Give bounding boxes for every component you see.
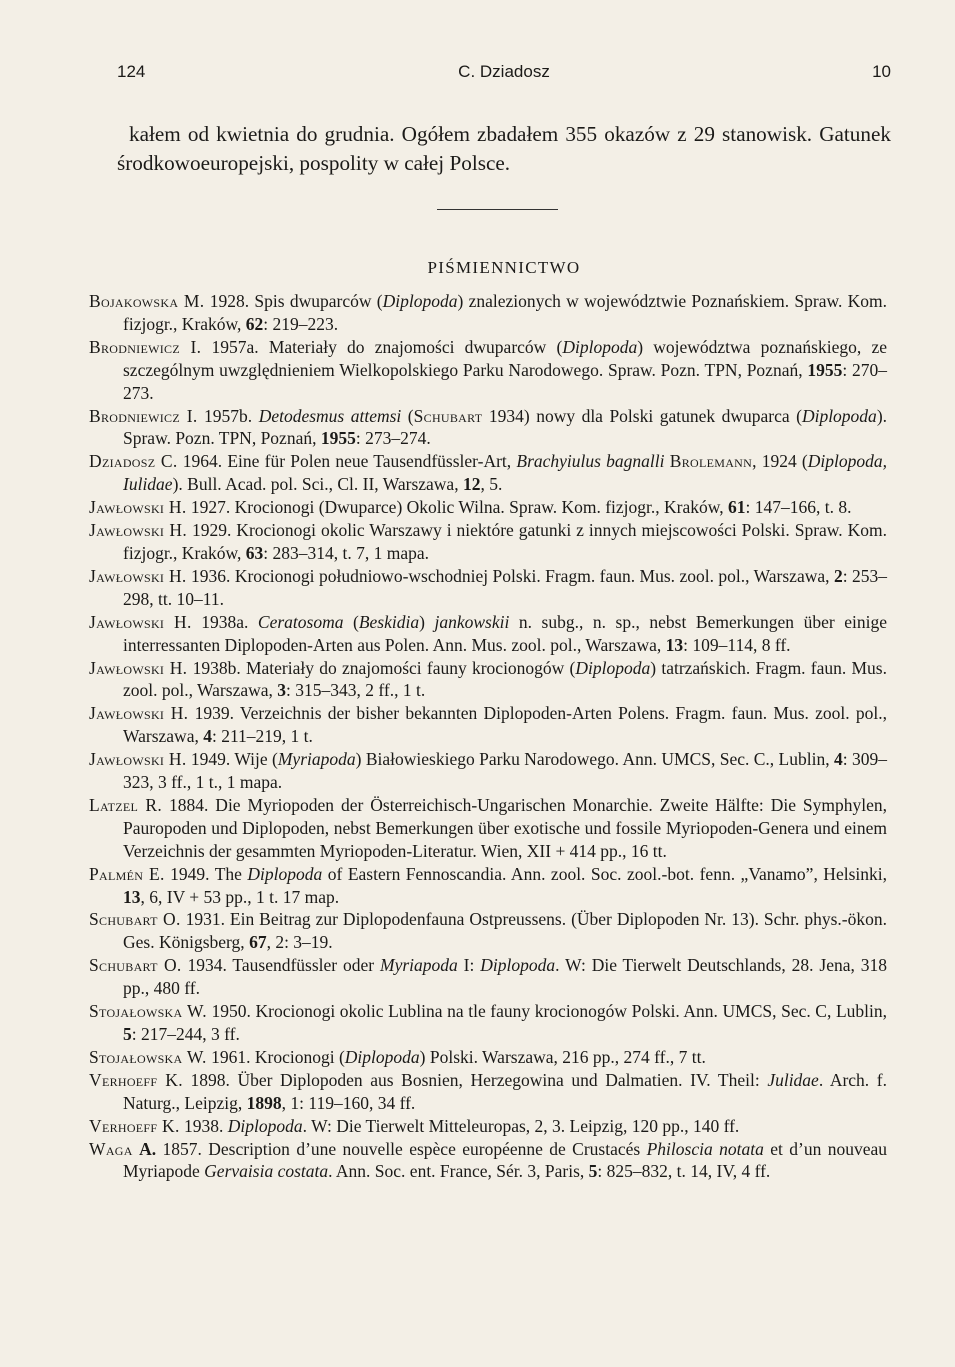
reference-text: I: [457, 955, 481, 976]
reference-author: Brodniewicz I. [89, 336, 202, 357]
reference-list [89, 290, 887, 1183]
reference-text: 1934) nowy dla Polski gatunek dwuparca ( [482, 405, 802, 426]
reference-text: 1928. Spis dwuparców ( [204, 291, 383, 311]
reference-author: Jawłowski H. [89, 497, 187, 518]
reference-author: Bojakowska M. [89, 291, 205, 311]
reference-entry [89, 496, 887, 519]
reference-text: ). Bull. Acad. pol. Sci., Cl. II, Warszawa, [172, 474, 463, 495]
reference-author: Schubart O. [89, 955, 182, 976]
italic-term: Diplopoda [801, 405, 877, 426]
body-paragraph: kałem od kwietnia do grudnia. Ogółem zbadałem 355 okazów z 29 stanowisk. Gatunek środkowoeuropejski, pospolity w całej Polsce. [117, 122, 891, 175]
reference-text: ) [419, 611, 435, 632]
reference-author: Jawłowski H. [89, 657, 188, 678]
reference-entry [89, 336, 887, 405]
issue-number: 10 [872, 62, 891, 81]
volume-number: 63 [245, 542, 264, 563]
reference-text: : 109–114, 8 ff. [683, 634, 791, 655]
reference-author: Schubart [413, 405, 483, 426]
reference-entry [89, 1069, 887, 1115]
italic-term: Detodesmus attemsi [258, 405, 402, 426]
reference-text: . Ann. Soc. ent. France, Sér. 3, Paris, [328, 1161, 589, 1182]
reference-text: : 315–343, 2 ff., 1 t. [286, 680, 426, 701]
italic-term: Diplopoda [382, 291, 458, 311]
reference-author: Jawłowski H. [89, 703, 189, 724]
reference-text: , 1924 ( [752, 451, 808, 472]
volume-number: 62 [245, 313, 264, 334]
reference-text: 1961. Krocionogi ( [206, 1046, 345, 1067]
reference-author: Brolemann [669, 451, 753, 472]
reference-text: : 825–832, t. 14, IV, 4 ff. [597, 1161, 771, 1182]
reference-text: : 283–314, t. 7, 1 mapa. [263, 542, 430, 563]
reference-text: et d’un nouveau Myriapode [123, 1138, 887, 1182]
reference-text: 1938. [179, 1115, 228, 1136]
reference-text: : 273–274. [355, 428, 431, 449]
italic-term: Julidae [767, 1069, 819, 1090]
reference-text: : 309–323, 3 ff., 1 t., 1 mapa. [123, 749, 887, 793]
reference-author: Verhoeff K. [89, 1069, 183, 1090]
reference-text: 1857. Description d’une nouvelle espèce européenne de Crustacés [156, 1138, 647, 1159]
volume-number: A. [139, 1138, 157, 1159]
reference-text: : 147–166, t. 8. [745, 497, 852, 518]
italic-term: Diplopoda [562, 336, 638, 357]
reference-author: Jawłowski H. [89, 565, 187, 586]
reference-text: 1884. Die Myriopoden der Österreichisch-Ungarischen Monarchie. Zweite Hälfte: Die Symphylen, Pauropoden und Diplopoden, nebst Bemerkungen über exotische und fossile Myriopoden-Genera und einem Verzeichnis der gesammten Myriopoden-Literatur. Wien, XII + 414 pp., 16 tt. [123, 794, 888, 861]
reference-entry [89, 657, 887, 703]
reference-entry [89, 954, 887, 1000]
reference-text: 1957a. Materiały do znajomości dwuparców ( [201, 336, 563, 357]
reference-entry [89, 1115, 887, 1138]
reference-text: . W: Die Tierwelt Deutschlands, 28. Jena, 318 pp., 480 ff. [123, 955, 887, 999]
reference-author: Latzel R. [89, 794, 163, 815]
reference-text: : 219–223. [263, 313, 339, 334]
reference-text: 1957b. [197, 405, 259, 426]
reference-entry [89, 1000, 887, 1046]
reference-text: 1938b. Materiały do znajomości fauny krocionogów ( [187, 657, 576, 678]
body-text [117, 120, 891, 178]
reference-entry [89, 1046, 887, 1069]
italic-term: jankowskii [434, 611, 510, 632]
reference-entry [89, 290, 887, 336]
reference-text: ) Białowieskiego Parku Narodowego. Ann. UMCS, Sec. C., Lublin, [355, 749, 834, 770]
reference-entry [89, 405, 887, 451]
reference-text: ) tatrzańskich. Fragm. faun. Mus. zool. pol., Warszawa, [123, 657, 887, 701]
reference-text: , 1: 119–160, 34 ff. [281, 1092, 416, 1113]
italic-term: Diplopoda [480, 955, 556, 976]
reference-author: Jawłowski H. [89, 611, 192, 632]
volume-number: 5 [123, 1024, 132, 1044]
volume-number: 3 [277, 680, 287, 701]
volume-number: 1955 [320, 428, 356, 449]
running-author: C. Dziadosz [458, 62, 550, 81]
volume-number: 1898 [246, 1092, 282, 1113]
volume-number: 1955 [807, 359, 843, 380]
reference-text: 1927. Krocionogi (Dwuparce) Okolic Wilna. Spraw. Kom. fizjogr., Kraków, [186, 497, 729, 518]
reference-text: 1931. Ein Beitrag zur Diplopodenfauna Ostpreussens. (Über Diplopoden Nr. 13). Schr. phys.-ökon. Ges. Königsberg, [123, 909, 887, 953]
reference-text: 1949. Wije ( [186, 749, 278, 770]
volume-number: 2 [833, 565, 843, 586]
reference-text: 1950. Krocionogi okolic Lublina na tle fauny krocionogów Polski. Ann. UMCS, Sec. C, Lublin, [206, 1001, 887, 1022]
reference-text: : 211–219, 1 t. [211, 726, 313, 747]
section-divider [437, 209, 558, 210]
italic-term: Diplopoda [227, 1115, 303, 1136]
volume-number: 61 [728, 497, 746, 518]
volume-number: 12 [462, 474, 481, 495]
italic-term: Ceratosoma [257, 611, 344, 632]
reference-text: 1934. Tausendfüssler oder [181, 955, 380, 976]
reference-entry [89, 702, 887, 748]
reference-entry [89, 565, 887, 611]
reference-author: Dziadosz C. [89, 451, 178, 472]
reference-author: Schubart O. [89, 909, 181, 930]
reference-text: ) Polski. Warszawa, 216 pp., 274 ff., 7 tt. [419, 1046, 706, 1067]
italic-term: Gervaisia costata [204, 1161, 329, 1182]
reference-text: 1964. Eine für Polen neue Tausendfüssler-Art, [177, 451, 517, 472]
volume-number: 4 [833, 749, 843, 770]
volume-number: 4 [203, 726, 212, 747]
reference-author: Jawłowski H. [89, 520, 188, 541]
italic-term: Myriapoda [277, 749, 356, 770]
reference-text: 1938a. [191, 611, 258, 632]
reference-text: , 2: 3–19. [266, 932, 333, 953]
reference-entry [89, 1138, 887, 1184]
italic-term: Brachyiulus bagnalli [516, 451, 665, 472]
reference-author: Palmén E. [89, 863, 165, 884]
reference-text: : 270–273. [123, 359, 888, 403]
reference-text: : 217–244, 3 ff. [131, 1024, 240, 1044]
reference-text: 1939. Verzeichnis der bisher bekannten Diplopoden-Arten Polens. Fragm. faun. Mus. zool. pol., Warszawa, [123, 703, 887, 747]
reference-entry [89, 863, 887, 909]
section-heading: PIŚMIENNICTWO [427, 258, 581, 277]
italic-term: Philoscia notata [646, 1138, 764, 1159]
volume-number: 5 [588, 1161, 598, 1182]
italic-term: Diplopoda [344, 1046, 420, 1067]
reference-author: Stojałowska W. [89, 1001, 207, 1022]
reference-text: 1936. Krocionogi południowo-wschodniej Polski. Fragm. faun. Mus. zool. pol., Warszawa, [186, 565, 834, 586]
reference-text: , 6, IV + 53 pp., 1 t. 17 map. [140, 886, 340, 907]
reference-entry [89, 908, 887, 954]
reference-text: 1929. Krocionogi okolic Warszawy i niektóre gatunki z innych miejscowości Polski. Spraw. Kom. fizjogr., Kraków, [123, 520, 887, 563]
reference-text: of Eastern Fennoscandia. Ann. zool. Soc. zool.-bot. fenn. „Vanamo”, Helsinki, [322, 863, 887, 884]
reference-text: ) województwa poznańskiego, ze szczególnym uwzględnieniem Wielkopolskiego Parku Narodowego. Spraw. Pozn. TPN, Poznań, [123, 336, 887, 380]
italic-term: Diplopoda [247, 863, 323, 884]
running-header [117, 62, 891, 92]
reference-text: : 253–298, tt. 10–11. [123, 565, 887, 609]
italic-term: Diplopoda [575, 657, 651, 678]
italic-term: Diplopoda, Iulidae [123, 451, 887, 495]
reference-text: 1949. The [164, 863, 248, 884]
reference-text: . W: Die Tierwelt Mitteleuropas, 2, 3. Leipzig, 120 pp., 140 ff. [302, 1115, 740, 1136]
reference-text: ) znalezionych w województwie Poznańskiem. Spraw. Kom. fizjogr., Kraków, [123, 291, 887, 334]
reference-author: Brodniewicz I. [89, 405, 198, 426]
italic-term: Myriapoda [380, 955, 458, 976]
reference-entry [89, 519, 887, 565]
reference-text: ). Spraw. Pozn. TPN, Poznań, [123, 405, 888, 449]
reference-entry [89, 748, 887, 794]
volume-number: 13 [123, 886, 141, 907]
reference-author: Jawłowski H. [89, 749, 187, 770]
reference-entry [89, 450, 887, 496]
reference-text: ( [343, 611, 359, 632]
italic-term: Beskidia [358, 611, 420, 632]
volume-number: 13 [665, 634, 684, 655]
reference-author: Waga [89, 1138, 133, 1159]
reference-entry [89, 611, 887, 657]
reference-text: 1898. Über Diplopoden aus Bosnien, Herzegowina und Dalmatien. IV. Theil: [182, 1069, 768, 1090]
volume-number: 67 [249, 932, 267, 953]
reference-author: Stojałowska W. [89, 1046, 207, 1067]
reference-text: , 5. [480, 474, 503, 495]
page-number: 124 [117, 62, 146, 81]
reference-text: . Arch. f. Naturg., Leipzig, [123, 1069, 887, 1113]
reference-author: Verhoeff K. [89, 1115, 180, 1136]
reference-text: ( [401, 405, 414, 426]
reference-text: n. subg., n. sp., nebst Bemerkungen über einige interressanten Diplopoden-Arten aus Polen. Ann. Mus. zool. pol., Warszawa, [123, 611, 887, 655]
reference-entry [89, 794, 887, 863]
